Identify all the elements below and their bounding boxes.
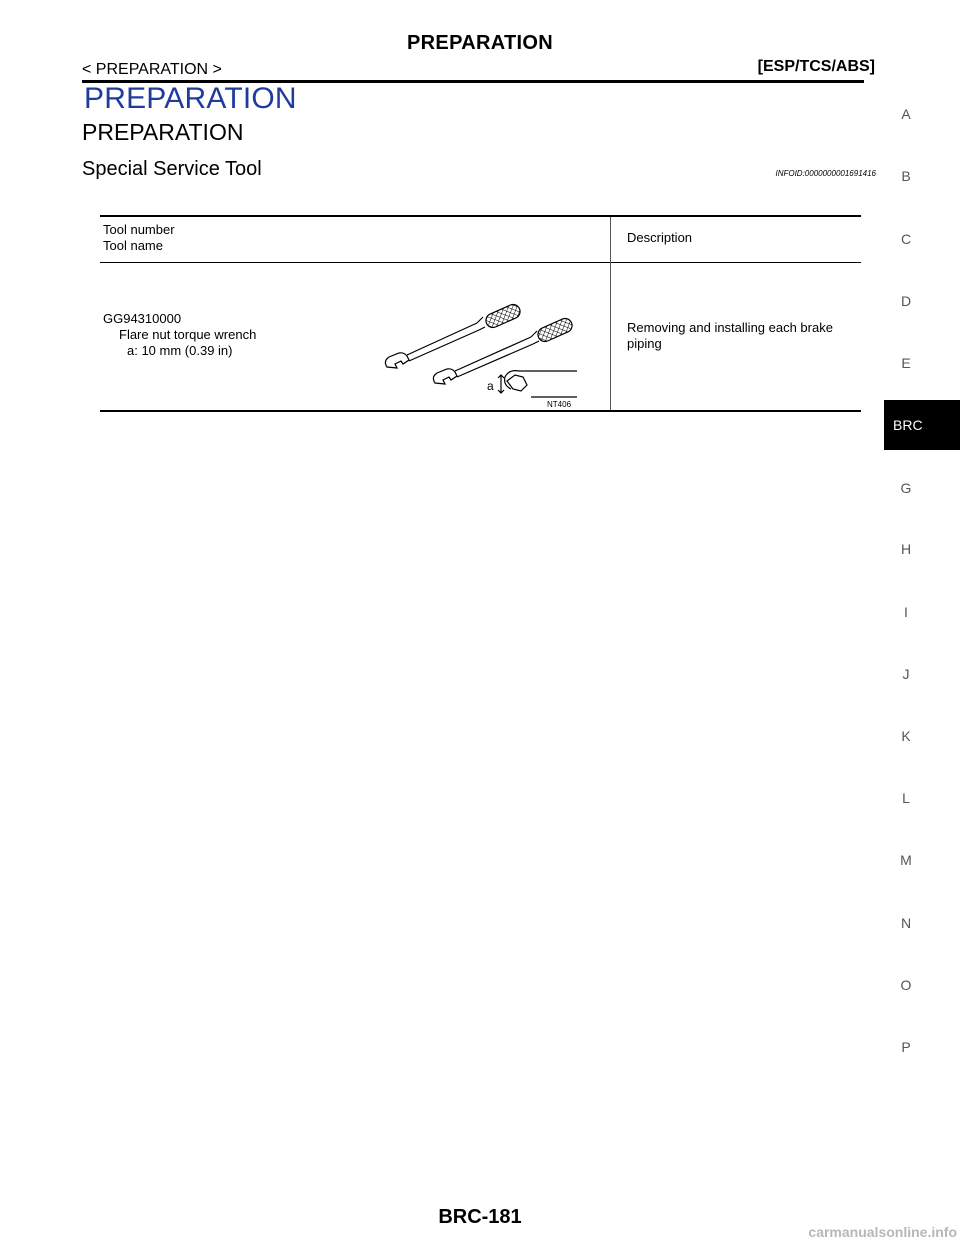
section-subtitle: PREPARATION — [82, 119, 244, 145]
side-index-j[interactable]: J — [902, 666, 910, 682]
system-label: [ESP/TCS/ABS] — [757, 58, 875, 75]
side-index-g[interactable]: G — [900, 480, 912, 496]
header-tool-cell — [100, 216, 611, 263]
tool-spec: a: 10 mm (0.39 in) — [127, 343, 233, 358]
header-tool-name: Tool name — [103, 238, 163, 253]
side-index-a[interactable]: A — [901, 106, 911, 122]
side-index-d[interactable]: D — [900, 293, 912, 309]
special-service-tool-table — [100, 215, 861, 412]
upper-wrench-grip — [484, 302, 523, 329]
side-index-p[interactable]: P — [901, 1039, 911, 1055]
upper-wrench-shape — [385, 317, 485, 368]
header-tool-number: Tool number — [103, 222, 175, 237]
tool-cell — [100, 263, 611, 412]
side-index-k[interactable]: K — [901, 728, 911, 744]
tool-text — [103, 311, 256, 359]
tool-number: GG94310000 — [103, 311, 182, 326]
description-cell — [611, 263, 862, 412]
info-id: INFOID:0000000001691416 — [775, 169, 876, 178]
side-index-b[interactable]: B — [901, 168, 911, 184]
image-code: NT406 — [547, 400, 572, 409]
lower-wrench-shape — [433, 331, 539, 384]
page-number: BRC-181 — [438, 1206, 522, 1228]
side-index-h[interactable]: H — [900, 541, 912, 557]
description-line-2: piping — [627, 336, 662, 351]
side-index-e[interactable]: E — [901, 355, 911, 371]
table-header-row — [100, 216, 861, 263]
page-title: PREPARATION — [407, 32, 553, 54]
side-index-brc-active[interactable]: BRC — [884, 400, 960, 450]
section-title: PREPARATION — [84, 82, 297, 115]
description-line-1: Removing and installing each brake — [627, 320, 833, 335]
side-index-l[interactable]: L — [902, 790, 910, 806]
subsection-heading: Special Service Tool — [82, 158, 262, 180]
table-row — [100, 263, 861, 412]
flare-nut-torque-wrench-illustration — [381, 293, 581, 409]
header-description: Description — [627, 230, 693, 245]
side-index-m[interactable]: M — [900, 852, 912, 868]
side-index-o[interactable]: O — [900, 977, 912, 993]
breadcrumb: < PREPARATION > — [82, 61, 222, 78]
dimension-label: a — [487, 379, 494, 393]
side-index-n[interactable]: N — [900, 915, 912, 931]
side-index-i[interactable]: I — [904, 604, 908, 620]
lower-wrench-grip — [536, 316, 575, 343]
side-index-c[interactable]: C — [900, 231, 912, 247]
wrench-head-detail — [498, 371, 577, 397]
watermark: carmanualsonline.info — [808, 1224, 957, 1240]
tool-name: Flare nut torque wrench — [119, 327, 257, 342]
